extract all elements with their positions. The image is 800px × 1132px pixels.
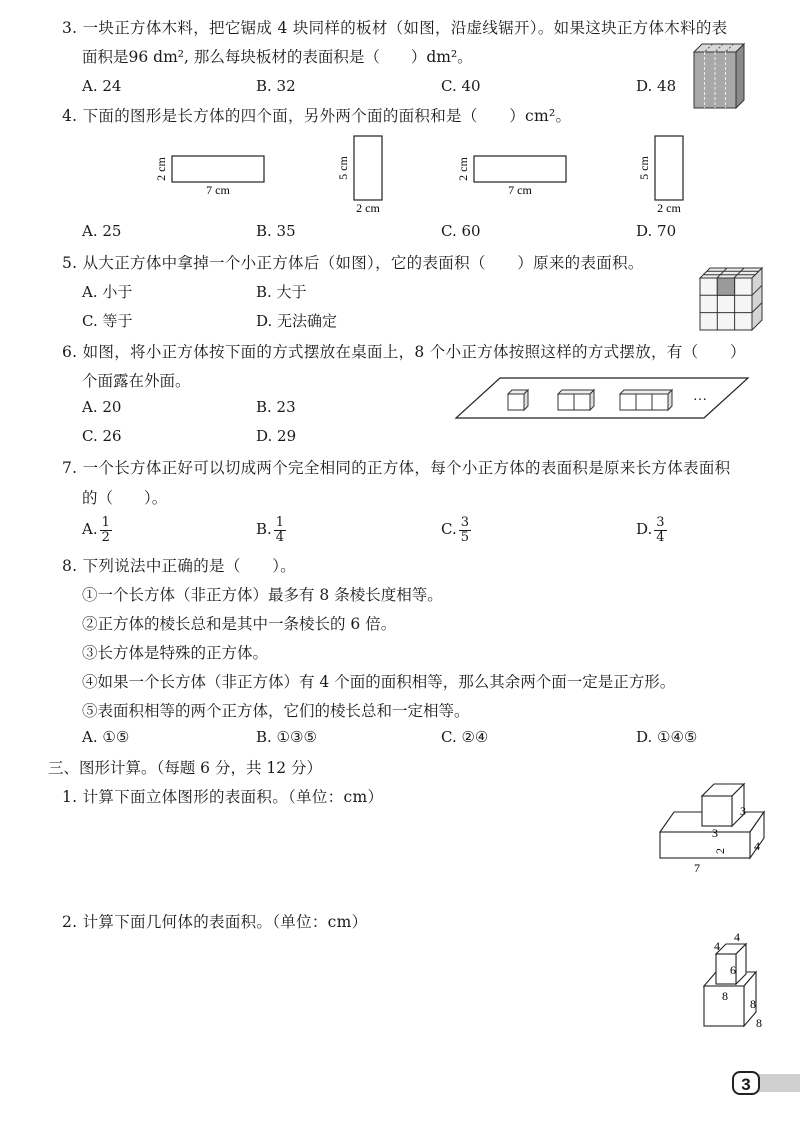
q3-option-c[interactable]: C. 40 <box>441 77 481 95</box>
q8-option-a[interactable]: A. ①⑤ <box>82 728 130 746</box>
q4-label-r2-h: 5 cm <box>335 156 350 180</box>
q7-option-a-letter: A. <box>82 520 98 539</box>
q5-cube-figure <box>696 266 766 332</box>
q4-rect-4 <box>655 136 683 200</box>
q6-option-c[interactable]: C. 26 <box>82 427 122 445</box>
q8-statement-4: ④如果一个长方体（非正方体）有 4 个面的面积相等，那么其余两个面一定是正方形。 <box>82 673 676 691</box>
q7-option-b-numerator: 1 <box>275 515 285 530</box>
fig2-label-c: 6 <box>730 963 736 977</box>
q7-option-d-denominator: 4 <box>656 529 665 545</box>
q4-label-r1-w: 7 cm <box>206 183 230 197</box>
q7-line1: 7. 一个长方体正好可以切成两个完全相同的正方体，每个小正方体的表面积是原来长方体表面积 <box>62 459 731 477</box>
q7-option-c-letter: C. <box>441 520 457 539</box>
q5-line1: 5. 从大正方体中拿掉一个小正方体后（如图），它的表面积（ ）原来的表面积。 <box>62 254 644 272</box>
q8-statement-3: ③长方体是特殊的正方体。 <box>82 644 269 662</box>
fig2-label-d: 8 <box>722 989 728 1003</box>
q4-face-figures <box>150 130 710 220</box>
q4-rect-3 <box>474 156 566 182</box>
q4-label-r1-h: 2 cm <box>153 157 168 181</box>
fig2-label-a: 4 <box>714 939 720 953</box>
section-3-problem-1: 1. 计算下面立体图形的表面积。（单位：cm） <box>62 788 384 806</box>
fig1-label-d: 4 <box>754 839 760 853</box>
q5-option-c[interactable]: C. 等于 <box>82 312 133 330</box>
q7-option-b[interactable] <box>256 516 286 544</box>
q5-option-b[interactable]: B. 大于 <box>256 283 307 301</box>
q7-option-b-letter: B. <box>256 520 272 539</box>
q7-option-c-numerator: 3 <box>460 515 469 530</box>
q7-option-a[interactable] <box>82 516 112 544</box>
q4-option-d[interactable]: D. 70 <box>636 222 677 240</box>
section-3-problem-2: 2. 计算下面几何体的表面积。（单位：cm） <box>62 913 368 931</box>
solid-figure-2 <box>694 928 774 1032</box>
q7-option-c-denominator: 5 <box>460 529 469 545</box>
q8-option-c[interactable]: C. ②④ <box>441 728 489 746</box>
fig1-label-c: 2 <box>713 848 727 854</box>
q4-rect-1 <box>172 156 264 182</box>
q8-statement-1: ①一个长方体（非正方体）最多有 8 条棱长度相等。 <box>82 586 443 604</box>
section-3-title: 三、图形计算。（每题 6 分，共 12 分） <box>48 759 323 777</box>
q6-line1: 6. 如图，将小正方体按下面的方式摆放在桌面上，8 个小正方体按照这样的方式摆放，有（ ） <box>62 343 746 361</box>
fig2-label-b: 4 <box>734 930 740 944</box>
q4-rect-2 <box>354 136 382 200</box>
q6-line2: 个面露在外面。 <box>82 372 191 390</box>
q6-table-figure <box>452 372 752 424</box>
q7-option-a-denominator: 2 <box>101 529 110 545</box>
q8-statement-5: ⑤表面积相等的两个正方体，它们的棱长总和一定相等。 <box>82 702 470 720</box>
q4-option-c[interactable]: C. 60 <box>441 222 481 240</box>
fig2-label-e: 8 <box>750 997 756 1011</box>
q7-option-d-fraction <box>654 516 666 544</box>
q3-option-b[interactable]: B. 32 <box>256 77 296 95</box>
q6-option-b[interactable]: B. 23 <box>256 398 296 416</box>
q4-label-r4-h: 5 cm <box>636 156 651 180</box>
q6-option-d[interactable]: D. 29 <box>256 427 297 445</box>
q8-option-b[interactable]: B. ①③⑤ <box>256 728 317 746</box>
q7-option-d-numerator: 3 <box>656 515 665 530</box>
q4-label-r2-w: 2 cm <box>356 201 380 215</box>
page-number-bar <box>756 1074 800 1092</box>
q7-line2: 的（ ）。 <box>82 489 168 507</box>
q7-option-d[interactable] <box>636 516 667 544</box>
q7-option-b-fraction <box>274 516 286 544</box>
q8-line1: 8. 下列说法中正确的是（ ）。 <box>62 557 297 575</box>
q7-option-c[interactable] <box>441 516 471 544</box>
fig1-label-a: 3 <box>740 804 746 818</box>
page-number: 3 <box>732 1071 760 1095</box>
q4-line1: 4. 下面的图形是长方体的四个面，另外两个面的面积和是（ ）cm²。 <box>62 107 572 125</box>
q4-label-r3-h: 2 cm <box>455 157 470 181</box>
q4-label-r3-w: 7 cm <box>508 183 532 197</box>
q3-option-a[interactable]: A. 24 <box>82 77 122 95</box>
q5-option-a[interactable]: A. 小于 <box>82 283 133 301</box>
q3-cube-figure <box>688 40 750 112</box>
q5-option-d[interactable]: D. 无法确定 <box>256 312 338 330</box>
q7-option-a-fraction <box>100 516 112 544</box>
solid-figure-1 <box>654 770 774 882</box>
fig1-label-e: 7 <box>694 861 700 875</box>
q6-ellipsis: ··· <box>693 393 707 408</box>
q4-option-b[interactable]: B. 35 <box>256 222 296 240</box>
q4-option-a[interactable]: A. 25 <box>82 222 122 240</box>
q3-line2: 面积是96 dm², 那么每块板材的表面积是（ ）dm²。 <box>82 48 473 66</box>
q8-option-d[interactable]: D. ①④⑤ <box>636 728 698 746</box>
q6-option-a[interactable]: A. 20 <box>82 398 122 416</box>
q4-label-r4-w: 2 cm <box>657 201 681 215</box>
q8-statement-2: ②正方体的棱长总和是其中一条棱长的 6 倍。 <box>82 615 397 633</box>
q7-option-a-numerator: 1 <box>101 515 110 530</box>
fig1-label-b: 3 <box>712 826 718 840</box>
q7-option-c-fraction <box>459 516 471 544</box>
q3-option-d[interactable]: D. 48 <box>636 77 677 95</box>
fig2-label-f: 8 <box>756 1016 762 1030</box>
q7-option-b-denominator: 4 <box>275 529 285 545</box>
q7-option-d-letter: D. <box>636 520 653 539</box>
q3-line1: 3. 一块正方体木料，把它锯成 4 块同样的板材（如图，沿虚线锯开）。如果这块正方体木料的表 <box>62 19 728 37</box>
